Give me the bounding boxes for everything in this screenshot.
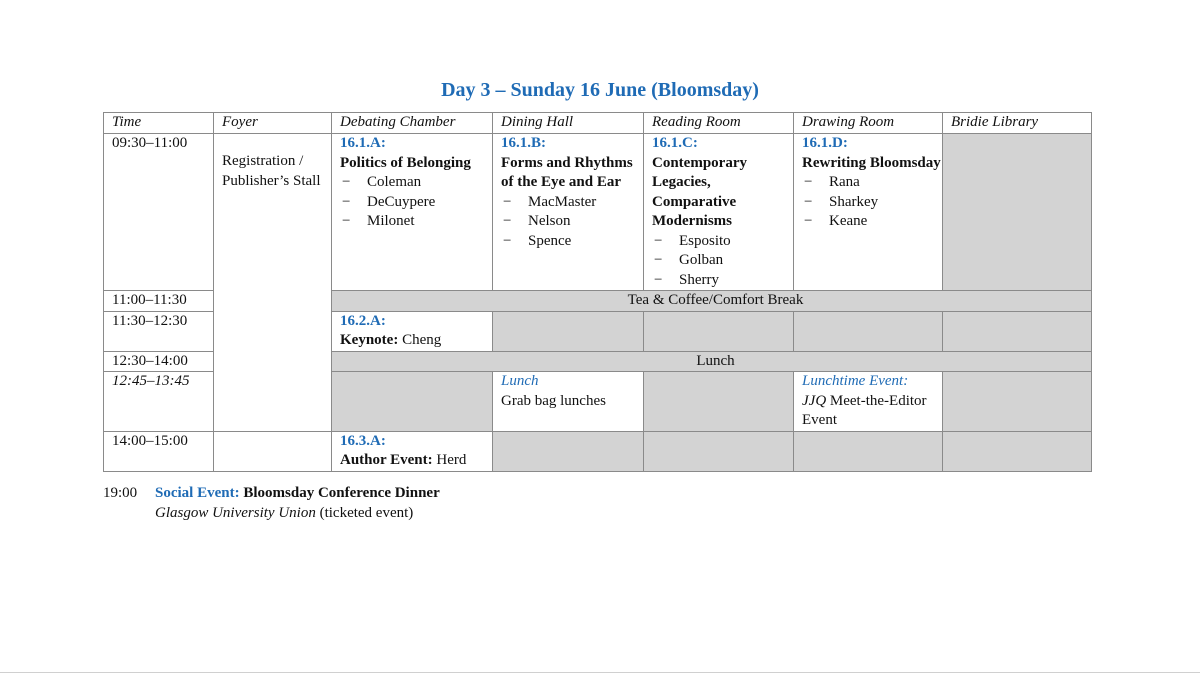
time-cell: 11:30–12:30 bbox=[104, 311, 214, 351]
author-event-cell bbox=[332, 431, 493, 471]
keynote-speaker: Cheng bbox=[402, 332, 442, 348]
empty-cell bbox=[943, 134, 1092, 291]
header-bridie-library: Bridie Library bbox=[943, 113, 1092, 134]
list-item: − Rana bbox=[804, 174, 860, 190]
header-debating-chamber: Debating Chamber bbox=[332, 113, 493, 134]
speaker-list bbox=[802, 173, 942, 232]
tea-break-cell: Tea & Coffee/Comfort Break bbox=[332, 291, 1092, 312]
session-title: Forms and Rhythms of the Eye and Ear bbox=[501, 154, 633, 190]
header-reading-room: Reading Room bbox=[644, 113, 794, 134]
keynote-cell bbox=[332, 311, 493, 351]
session-code: 16.1.B: bbox=[501, 135, 546, 151]
list-item: − Coleman bbox=[342, 174, 422, 190]
session-title: Politics of Belonging bbox=[340, 154, 471, 171]
time-cell: 12:45–13:45 bbox=[104, 372, 214, 432]
session-cell-b bbox=[493, 134, 644, 291]
session-code: 16.1.A: bbox=[340, 135, 386, 151]
list-item: − DeCuypere bbox=[342, 193, 436, 210]
list-item: − Milonet bbox=[342, 213, 415, 229]
empty-cell bbox=[644, 431, 794, 471]
empty-foyer-cell bbox=[214, 431, 332, 471]
header-drawing-room: Drawing Room bbox=[794, 113, 943, 134]
lunchtime-event-text: Meet-the-Editor Event bbox=[802, 392, 927, 428]
list-item: − Esposito bbox=[654, 232, 731, 249]
list-item: − Sherry bbox=[654, 271, 719, 288]
list-item: − Sharkey bbox=[804, 193, 879, 210]
list-item: − Golban bbox=[654, 252, 724, 268]
table-row bbox=[104, 431, 1092, 471]
header-foyer: Foyer bbox=[214, 113, 332, 134]
page-title: Day 3 – Sunday 16 June (Bloomsday) bbox=[441, 79, 759, 101]
social-venue: Glasgow University Union bbox=[155, 505, 316, 521]
speaker-list bbox=[652, 232, 793, 291]
header-row bbox=[104, 113, 1092, 134]
session-code: 16.1.D: bbox=[802, 135, 848, 151]
list-item: − MacMaster bbox=[503, 193, 597, 210]
time-cell: 11:00–11:30 bbox=[104, 291, 214, 312]
jjq-abbrev: JJQ bbox=[802, 392, 827, 409]
list-item: − Spence bbox=[503, 232, 572, 249]
foyer-text: Registration / Publisher’s Stall bbox=[222, 153, 321, 189]
keynote-label: Keynote: bbox=[340, 332, 399, 348]
empty-cell bbox=[794, 311, 943, 351]
speaker-list bbox=[501, 193, 643, 252]
lunchtime-event-label: Lunchtime Event: bbox=[802, 373, 909, 389]
lunchtime-event-cell bbox=[794, 372, 943, 432]
time-cell: 14:00–15:00 bbox=[104, 431, 214, 471]
social-label: Social Event: bbox=[155, 485, 240, 501]
empty-cell bbox=[332, 372, 493, 432]
author-event-speaker: Herd bbox=[436, 452, 467, 468]
lunch-cell bbox=[493, 372, 644, 432]
empty-cell bbox=[794, 431, 943, 471]
list-item: − Keane bbox=[804, 213, 868, 229]
empty-cell bbox=[493, 311, 644, 351]
empty-cell bbox=[493, 431, 644, 471]
foyer-cell bbox=[214, 134, 332, 432]
session-code: 16.3.A: bbox=[340, 432, 386, 449]
session-cell-d bbox=[794, 134, 943, 291]
session-title: Rewriting Bloomsday bbox=[802, 154, 941, 171]
header-time: Time bbox=[104, 113, 214, 134]
session-code: 16.1.C: bbox=[652, 135, 698, 151]
divider bbox=[0, 672, 1200, 673]
lunch-text: Grab bag lunches bbox=[501, 392, 606, 409]
session-cell-a bbox=[332, 134, 493, 291]
session-cell-c bbox=[644, 134, 794, 291]
table-row bbox=[104, 134, 1092, 291]
author-event-label: Author Event: bbox=[340, 452, 433, 468]
social-event bbox=[103, 483, 440, 523]
list-item: − Nelson bbox=[503, 213, 571, 229]
empty-cell bbox=[644, 372, 794, 432]
time-cell: 09:30–11:00 bbox=[104, 134, 214, 291]
social-note: (ticketed event) bbox=[319, 505, 414, 521]
session-code: 16.2.A: bbox=[340, 312, 386, 329]
session-title: Contemporary Legacies, Comparative Modernisms bbox=[652, 154, 747, 229]
time-cell: 12:30–14:00 bbox=[104, 351, 214, 372]
empty-cell bbox=[943, 431, 1092, 471]
social-time: 19:00 bbox=[103, 485, 138, 501]
speaker-list bbox=[340, 173, 492, 232]
empty-cell bbox=[943, 372, 1092, 432]
empty-cell bbox=[943, 311, 1092, 351]
lunch-break-cell: Lunch bbox=[332, 351, 1092, 372]
empty-cell bbox=[644, 311, 794, 351]
social-event-title: Bloomsday Conference Dinner bbox=[243, 485, 440, 501]
schedule-table bbox=[103, 112, 1092, 472]
lunch-label: Lunch bbox=[501, 373, 539, 389]
header-dining-hall: Dining Hall bbox=[493, 113, 644, 134]
